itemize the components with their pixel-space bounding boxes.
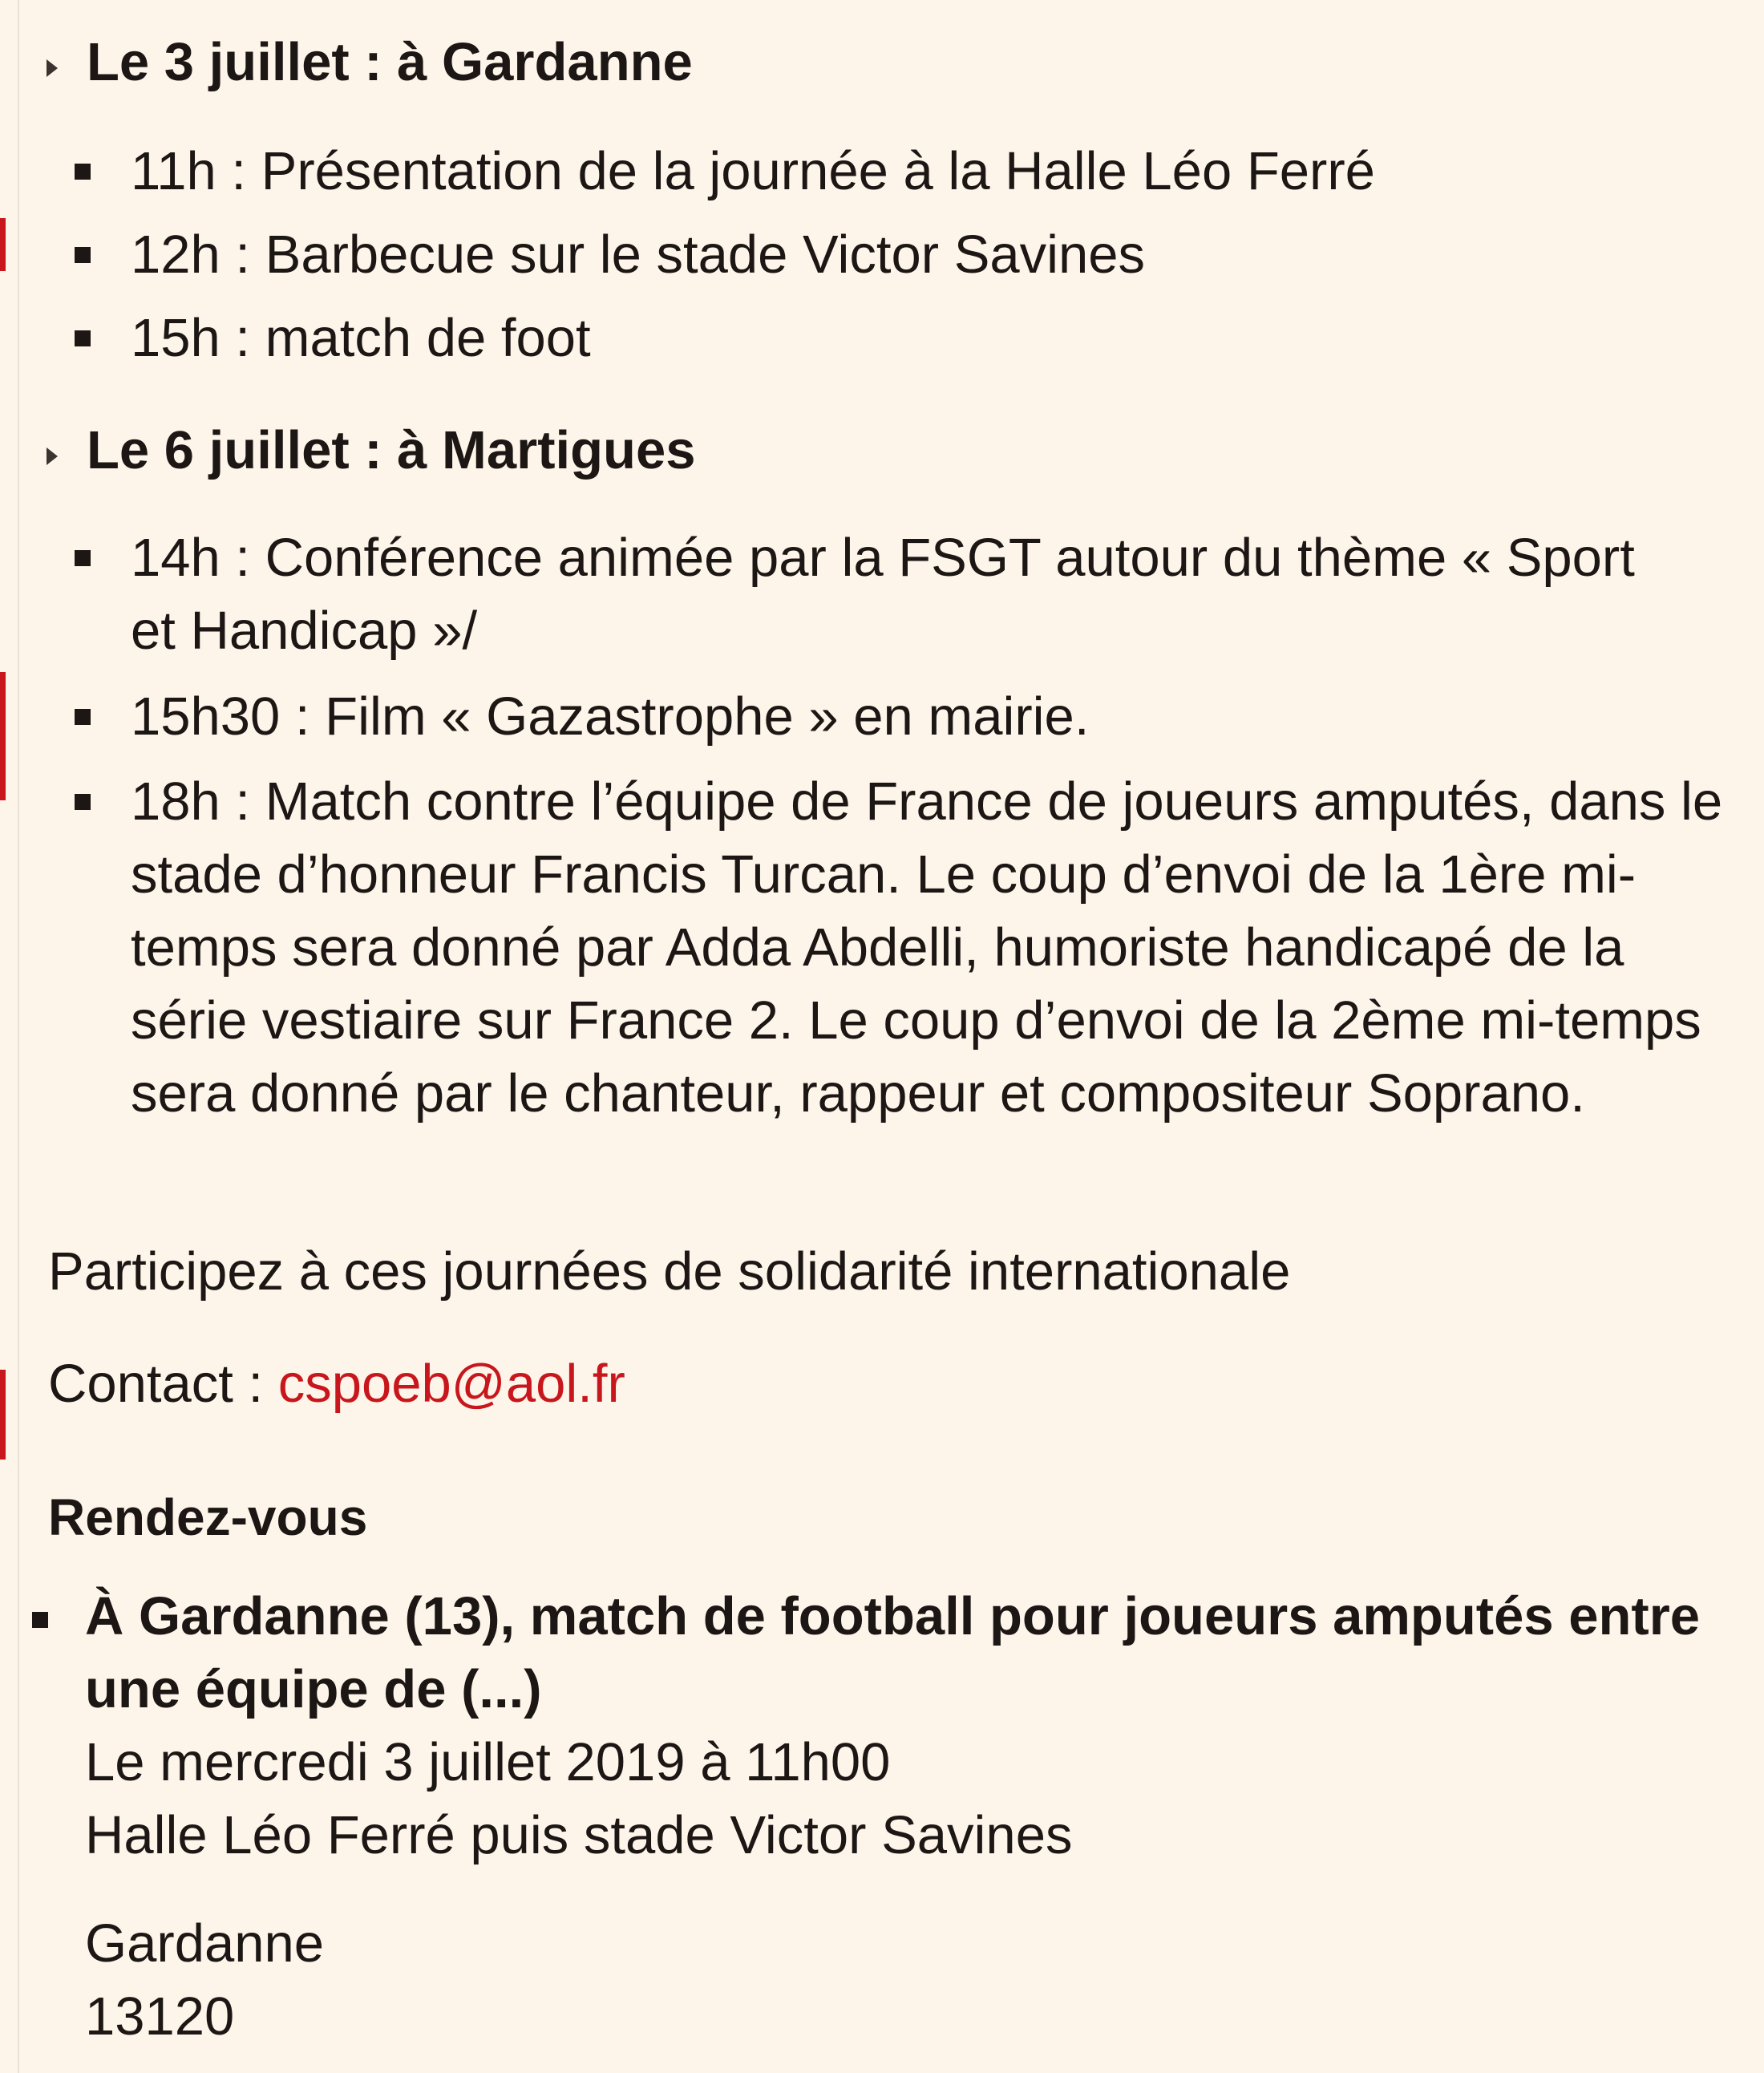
event-date: Le mercredi 3 juillet 2019 à 11h00 [85,1732,891,1792]
list-item-text: 12h : Barbecue sur le stade Victor Savines [131,225,1146,285]
list-item [75,302,1742,375]
day-heading-martigues [47,419,696,483]
list-item-text: 15h : match de foot [131,308,591,368]
rendezvous-title: Rendez-vous [48,1488,368,1546]
day-heading-gardanne [47,30,693,95]
square-bullet-icon [75,330,91,346]
square-bullet-icon [75,794,91,810]
event-title-link[interactable]: À Gardanne (13), match de football pour joueurs amputés entre une équipe de (...) [85,1586,1701,1719]
list-item [75,218,1742,291]
square-bullet-icon [75,164,91,180]
list-item [75,521,1638,667]
day-heading-text: Le 3 juillet : à Gardanne [87,32,693,92]
spacer [32,1872,1748,1907]
triangle-bullet-icon [47,59,58,77]
list-item [75,765,1742,1130]
event-postcode: 13120 [85,1986,235,2047]
participate-text: Participez à ces journées de solidarité internationale [48,1241,1291,1302]
square-bullet-icon [75,550,91,566]
contact-line [48,1352,625,1416]
list-item-text: 18h : Match contre l’équipe de France de joueurs amputés, dans le stade d’honneur Francis Turcan. Le coup d’envoi de la 1ère mi-temps sera donné par Adda Abdelli, humoriste handicapé de la série vestiaire sur France 2. Le coup d’envoi de la 2ème mi-temps sera donné par le chanteur, rappeur et compositeur Soprano. [131,771,1723,1124]
triangle-bullet-icon [47,447,58,465]
contact-email-link[interactable]: cspoeb@aol.fr [277,1354,625,1414]
list-item [75,135,1742,208]
square-bullet-icon [75,247,91,263]
list-item-text: 15h30 : Film « Gazastrophe » en mairie. [131,686,1090,747]
day-heading-text: Le 6 juillet : à Martigues [87,420,696,480]
rendezvous-event [32,1580,1748,2053]
contact-label: Contact : [48,1354,278,1414]
event-city: Gardanne [85,1913,324,1974]
list-item-text: 11h : Présentation de la journée à la Halle Léo Ferré [131,141,1375,201]
event-place: Halle Léo Ferré puis stade Victor Savines [85,1805,1073,1865]
list-item [75,680,1742,753]
square-bullet-icon [32,1612,48,1628]
list-item-text: 14h : Conférence animée par la FSGT autour du thème « Sport et Handicap »/ [131,528,1635,661]
square-bullet-icon [75,709,91,725]
